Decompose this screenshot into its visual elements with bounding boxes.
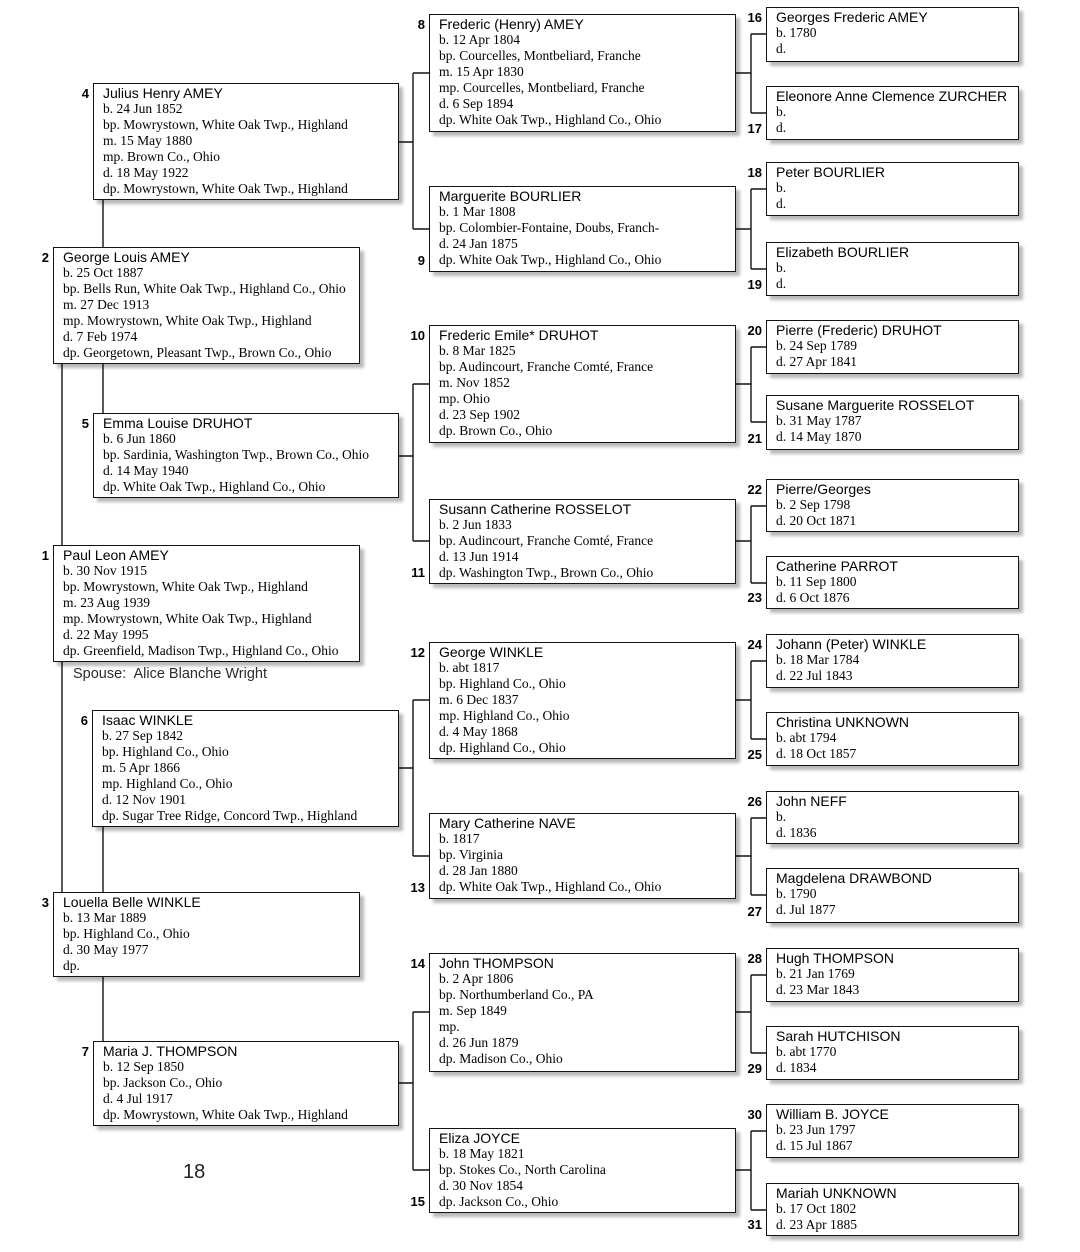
person-details bbox=[103, 431, 394, 495]
person-detail-line: bp. Jackson Co., Ohio bbox=[103, 1075, 223, 1090]
person-detail-line: b. 1817 bbox=[439, 831, 480, 846]
person-detail-line: d. 14 May 1940 bbox=[103, 463, 189, 478]
ahnentafel-number: 18 bbox=[747, 165, 762, 180]
person-detail-line: b. bbox=[776, 809, 787, 824]
person-detail-line: d. 15 Jul 1867 bbox=[776, 1138, 853, 1153]
person-detail-line: b. 11 Sep 1800 bbox=[776, 574, 857, 589]
person-detail-line: d. 26 Jun 1879 bbox=[439, 1035, 519, 1050]
person-detail-line: m. 15 Apr 1830 bbox=[439, 64, 524, 79]
person-details bbox=[439, 204, 731, 268]
person-detail-line: b. 1780 bbox=[776, 25, 817, 40]
person-detail-line: b. 2 Jun 1833 bbox=[439, 517, 512, 532]
person-detail-line: d. 23 Sep 1902 bbox=[439, 407, 520, 422]
person-details bbox=[776, 966, 1014, 998]
person-box-16 bbox=[747, 7, 1019, 62]
person-detail-line: d. 13 Jun 1914 bbox=[439, 549, 519, 564]
person-details bbox=[776, 180, 1014, 212]
person-detail-line: b. 18 Mar 1784 bbox=[776, 652, 860, 667]
person-name: Peter BOURLIER bbox=[776, 164, 885, 180]
person-detail-line: b. 2 Apr 1806 bbox=[439, 971, 514, 986]
ahnentafel-number: 19 bbox=[747, 277, 762, 292]
person-name: Susane Marguerite ROSSELOT bbox=[776, 397, 975, 413]
ahnentafel-number: 23 bbox=[747, 590, 762, 605]
person-detail-line: b. bbox=[776, 260, 787, 275]
person-name: Louella Belle WINKLE bbox=[63, 894, 201, 910]
person-box-27 bbox=[747, 868, 1019, 923]
person-detail-line: mp. Ohio bbox=[439, 391, 491, 406]
person-box-2 bbox=[41, 247, 360, 364]
person-name: Pierre/Georges bbox=[776, 481, 871, 497]
person-detail-line: mp. Highland Co., Ohio bbox=[439, 708, 570, 723]
person-detail-line: dp. White Oak Twp., Highland Co., Ohio bbox=[103, 479, 326, 494]
person-detail-line: b. 1 Mar 1808 bbox=[439, 204, 516, 219]
person-details bbox=[776, 25, 1014, 57]
ahnentafel-number: 6 bbox=[80, 713, 88, 728]
person-detail-line: bp. Bells Run, White Oak Twp., Highland Co., Ohio bbox=[63, 281, 346, 296]
person-details bbox=[776, 1201, 1014, 1233]
person-detail-line: b. 31 May 1787 bbox=[776, 413, 862, 428]
ahnentafel-number: 16 bbox=[747, 10, 762, 25]
person-details bbox=[63, 910, 355, 974]
spouse-note: Spouse: Alice Blanche Wright bbox=[73, 666, 267, 682]
ahnentafel-number: 10 bbox=[410, 328, 425, 343]
person-box-7 bbox=[81, 1041, 399, 1126]
person-details bbox=[776, 730, 1014, 762]
person-name: Emma Louise DRUHOT bbox=[103, 415, 253, 431]
person-detail-line: dp. White Oak Twp., Highland Co., Ohio bbox=[439, 879, 662, 894]
person-box-10 bbox=[410, 325, 736, 443]
person-box-3 bbox=[41, 892, 360, 977]
person-detail-line: b. 30 Nov 1915 bbox=[63, 563, 147, 578]
person-detail-line: mp. Highland Co., Ohio bbox=[102, 776, 233, 791]
person-detail-line: d. 30 Nov 1854 bbox=[439, 1178, 523, 1193]
person-box-8 bbox=[417, 14, 736, 132]
person-detail-line: dp. Highland Co., Ohio bbox=[439, 740, 566, 755]
person-box-12 bbox=[410, 642, 736, 759]
person-details bbox=[103, 101, 394, 197]
ahnentafel-number: 2 bbox=[41, 250, 49, 265]
person-details bbox=[439, 32, 731, 128]
person-detail-line: d. bbox=[776, 196, 787, 211]
ahnentafel-number: 12 bbox=[410, 645, 425, 660]
person-box-21 bbox=[747, 395, 1019, 450]
person-box-31 bbox=[747, 1183, 1019, 1236]
person-detail-line: bp. Mowrystown, White Oak Twp., Highland bbox=[63, 579, 308, 594]
person-detail-line: bp. Highland Co., Ohio bbox=[102, 744, 229, 759]
person-detail-line: dp. bbox=[63, 958, 80, 973]
person-name: Frederic Emile* DRUHOT bbox=[439, 327, 599, 343]
person-detail-line: dp. Greenfield, Madison Twp., Highland Co., Ohio bbox=[63, 643, 339, 658]
person-detail-line: d. 18 May 1922 bbox=[103, 165, 189, 180]
person-detail-line: d. bbox=[776, 41, 787, 56]
person-detail-line: b. abt 1794 bbox=[776, 730, 837, 745]
person-details bbox=[63, 265, 355, 361]
person-detail-line: dp. Jackson Co., Ohio bbox=[439, 1194, 559, 1209]
person-detail-line: d. 1836 bbox=[776, 825, 817, 840]
person-detail-line: b. bbox=[776, 180, 787, 195]
person-name: William B. JOYCE bbox=[776, 1106, 889, 1122]
person-details bbox=[102, 728, 394, 824]
person-detail-line: b. 6 Jun 1860 bbox=[103, 431, 176, 446]
gen3-gen4-connectors bbox=[736, 34, 766, 1210]
person-detail-line: d. 12 Nov 1901 bbox=[102, 792, 186, 807]
person-box-29 bbox=[747, 1026, 1019, 1080]
ahnentafel-number: 13 bbox=[410, 880, 425, 895]
person-box-17 bbox=[747, 86, 1019, 140]
person-details bbox=[776, 413, 1014, 445]
person-box-20 bbox=[747, 320, 1019, 374]
person-detail-line: mp. Mowrystown, White Oak Twp., Highland bbox=[63, 313, 312, 328]
person-detail-line: dp. Madison Co., Ohio bbox=[439, 1051, 563, 1066]
person-detail-line: b. 24 Jun 1852 bbox=[103, 101, 183, 116]
person-detail-line: d. 6 Sep 1894 bbox=[439, 96, 514, 111]
person-name: Paul Leon AMEY bbox=[63, 547, 169, 563]
person-details bbox=[439, 971, 731, 1067]
person-detail-line: mp. Mowrystown, White Oak Twp., Highland bbox=[63, 611, 312, 626]
person-box-22 bbox=[747, 479, 1019, 532]
person-detail-line: bp. Audincourt, Franche Comté, France bbox=[439, 533, 654, 548]
ahnentafel-number: 4 bbox=[81, 86, 89, 101]
gen2-gen3-connectors bbox=[399, 73, 429, 1170]
person-name: Pierre (Frederic) DRUHOT bbox=[776, 322, 942, 338]
person-detail-line: d. 23 Mar 1843 bbox=[776, 982, 860, 997]
person-detail-line: dp. Sugar Tree Ridge, Concord Twp., Highland bbox=[102, 808, 358, 823]
person-detail-line: dp. Mowrystown, White Oak Twp., Highland bbox=[103, 1107, 348, 1122]
person-box-1 bbox=[41, 545, 360, 662]
ahnentafel-number: 11 bbox=[411, 565, 425, 580]
person-detail-line: d. 28 Jan 1880 bbox=[439, 863, 518, 878]
person-details bbox=[776, 886, 1014, 918]
ahnentafel-number: 30 bbox=[747, 1107, 762, 1122]
person-detail-line: b. bbox=[776, 104, 787, 119]
person-detail-line: m. 6 Dec 1837 bbox=[439, 692, 519, 707]
person-detail-line: b. 8 Mar 1825 bbox=[439, 343, 516, 358]
person-detail-line: b. 27 Sep 1842 bbox=[102, 728, 183, 743]
person-detail-line: bp. Stokes Co., North Carolina bbox=[439, 1162, 606, 1177]
person-name: Christina UNKNOWN bbox=[776, 714, 910, 730]
person-detail-line: d. 4 May 1868 bbox=[439, 724, 518, 739]
person-detail-line: bp. Virginia bbox=[439, 847, 503, 862]
person-detail-line: bp. Colombier-Fontaine, Doubs, Franch- bbox=[439, 220, 660, 235]
person-detail-line: m. 23 Aug 1939 bbox=[63, 595, 151, 610]
person-detail-line: m. 27 Dec 1913 bbox=[63, 297, 150, 312]
person-details bbox=[439, 343, 731, 439]
ahnentafel-number: 14 bbox=[410, 956, 425, 971]
person-details bbox=[776, 260, 1014, 292]
person-name: George Louis AMEY bbox=[63, 249, 190, 265]
person-details bbox=[776, 652, 1014, 684]
person-detail-line: bp. Northumberland Co., PA bbox=[439, 987, 594, 1002]
ahnentafel-number: 15 bbox=[410, 1194, 425, 1209]
person-name: Johann (Peter) WINKLE bbox=[776, 636, 927, 652]
person-detail-line: bp. Sardinia, Washington Twp., Brown Co., Ohio bbox=[103, 447, 369, 462]
person-detail-line: mp. Courcelles, Montbeliard, Franche bbox=[439, 80, 645, 95]
ahnentafel-number: 7 bbox=[81, 1044, 89, 1059]
ahnentafel-number: 24 bbox=[747, 637, 762, 652]
person-detail-line: b. abt 1770 bbox=[776, 1044, 837, 1059]
person-details bbox=[776, 574, 1014, 606]
person-box-14 bbox=[410, 953, 736, 1072]
ahnentafel-number: 27 bbox=[747, 904, 762, 919]
person-box-23 bbox=[747, 556, 1019, 609]
person-detail-line: mp. bbox=[439, 1019, 460, 1034]
person-box-9 bbox=[417, 186, 736, 272]
person-detail-line: b. abt 1817 bbox=[439, 660, 500, 675]
person-detail-line: d. 30 May 1977 bbox=[63, 942, 149, 957]
person-detail-line: d. 22 May 1995 bbox=[63, 627, 149, 642]
person-name: Catherine PARROT bbox=[776, 558, 898, 574]
person-name: John THOMPSON bbox=[439, 955, 554, 971]
person-detail-line: d. bbox=[776, 120, 787, 135]
person-detail-line: d. 6 Oct 1876 bbox=[776, 590, 850, 605]
ahnentafel-number: 5 bbox=[81, 416, 89, 431]
person-detail-line: b. 13 Mar 1889 bbox=[63, 910, 147, 925]
person-detail-line: b. 25 Oct 1887 bbox=[63, 265, 144, 280]
ahnentafel-number: 9 bbox=[417, 253, 425, 268]
person-name: Susann Catherine ROSSELOT bbox=[439, 501, 632, 517]
person-name: Julius Henry AMEY bbox=[103, 85, 223, 101]
person-detail-line: d. 24 Jan 1875 bbox=[439, 236, 518, 251]
person-detail-line: dp. Mowrystown, White Oak Twp., Highland bbox=[103, 181, 348, 196]
person-detail-line: m. Nov 1852 bbox=[439, 375, 510, 390]
person-detail-line: b. 17 Oct 1802 bbox=[776, 1201, 857, 1216]
person-name: Sarah HUTCHISON bbox=[776, 1028, 901, 1044]
person-detail-line: dp. Washington Twp., Brown Co., Ohio bbox=[439, 565, 654, 580]
person-detail-line: d. bbox=[776, 276, 787, 291]
person-details bbox=[776, 809, 1014, 841]
ahnentafel-number: 20 bbox=[747, 323, 762, 338]
person-detail-line: bp. Highland Co., Ohio bbox=[63, 926, 190, 941]
person-details bbox=[776, 1122, 1014, 1154]
person-box-4 bbox=[81, 83, 399, 200]
person-box-6 bbox=[80, 710, 399, 827]
person-box-24 bbox=[747, 634, 1019, 688]
ahnentafel-number: 17 bbox=[747, 121, 762, 136]
person-box-30 bbox=[747, 1104, 1019, 1158]
person-detail-line: dp. Georgetown, Pleasant Twp., Brown Co., Ohio bbox=[63, 345, 332, 360]
person-box-18 bbox=[747, 162, 1019, 216]
person-box-28 bbox=[747, 948, 1019, 1002]
person-detail-line: b. 12 Sep 1850 bbox=[103, 1059, 184, 1074]
ahnentafel-number: 28 bbox=[747, 951, 762, 966]
person-detail-line: bp. Audincourt, Franche Comté, France bbox=[439, 359, 654, 374]
person-name: Isaac WINKLE bbox=[102, 712, 194, 728]
person-detail-line: d. 7 Feb 1974 bbox=[63, 329, 138, 344]
person-detail-line: m. 5 Apr 1866 bbox=[102, 760, 181, 775]
person-detail-line: d. 4 Jul 1917 bbox=[103, 1091, 173, 1106]
person-name: Elizabeth BOURLIER bbox=[776, 244, 910, 260]
person-detail-line: b. 21 Jan 1769 bbox=[776, 966, 855, 981]
person-detail-line: dp. White Oak Twp., Highland Co., Ohio bbox=[439, 252, 662, 267]
person-details bbox=[439, 1146, 731, 1210]
ahnentafel-number: 31 bbox=[747, 1217, 762, 1232]
person-detail-line: d. 14 May 1870 bbox=[776, 429, 862, 444]
person-detail-line: d. 20 Oct 1871 bbox=[776, 513, 857, 528]
person-name: John NEFF bbox=[776, 793, 847, 809]
person-detail-line: b. 2 Sep 1798 bbox=[776, 497, 851, 512]
person-detail-line: bp. Highland Co., Ohio bbox=[439, 676, 566, 691]
person-details bbox=[776, 338, 1014, 370]
person-box-26 bbox=[747, 791, 1019, 844]
ahnentafel-number: 29 bbox=[747, 1061, 762, 1076]
person-details bbox=[63, 563, 355, 659]
person-detail-line: d. 18 Oct 1857 bbox=[776, 746, 857, 761]
person-box-25 bbox=[747, 712, 1019, 766]
person-name: Hugh THOMPSON bbox=[776, 950, 894, 966]
person-name: George WINKLE bbox=[439, 644, 544, 660]
person-detail-line: b. 12 Apr 1804 bbox=[439, 32, 520, 47]
person-detail-line: bp. Courcelles, Montbeliard, Franche bbox=[439, 48, 641, 63]
person-name: Maria J. THOMPSON bbox=[103, 1043, 238, 1059]
person-detail-line: dp. Brown Co., Ohio bbox=[439, 423, 553, 438]
person-box-19 bbox=[747, 242, 1019, 296]
person-detail-line: b. 1790 bbox=[776, 886, 817, 901]
person-box-15 bbox=[410, 1128, 736, 1213]
person-box-11 bbox=[411, 499, 736, 584]
person-name: Magdelena DRAWBOND bbox=[776, 870, 932, 886]
person-detail-line: b. 23 Jun 1797 bbox=[776, 1122, 856, 1137]
ahnentafel-number: 3 bbox=[41, 895, 49, 910]
person-name: Georges Frederic AMEY bbox=[776, 9, 928, 25]
person-name: Eliza JOYCE bbox=[439, 1130, 520, 1146]
person-box-13 bbox=[410, 813, 736, 899]
person-detail-line: d. 23 Apr 1885 bbox=[776, 1217, 857, 1232]
ahnentafel-number: 1 bbox=[41, 548, 49, 563]
person-detail-line: d. 22 Jul 1843 bbox=[776, 668, 853, 683]
person-details bbox=[103, 1059, 394, 1123]
person-details bbox=[776, 497, 1014, 529]
person-name: Marguerite BOURLIER bbox=[439, 188, 582, 204]
person-box-5 bbox=[81, 413, 399, 498]
person-detail-line: d. 1834 bbox=[776, 1060, 817, 1075]
person-details bbox=[439, 831, 731, 895]
person-detail-line: b. 18 May 1821 bbox=[439, 1146, 525, 1161]
person-name: Frederic (Henry) AMEY bbox=[439, 16, 584, 32]
person-details bbox=[439, 517, 731, 581]
ahnentafel-number: 22 bbox=[747, 482, 762, 497]
person-details bbox=[776, 104, 1014, 136]
ahnentafel-number: 25 bbox=[747, 747, 762, 762]
person-detail-line: dp. White Oak Twp., Highland Co., Ohio bbox=[439, 112, 662, 127]
person-detail-line: m. 15 May 1880 bbox=[103, 133, 193, 148]
person-details bbox=[776, 1044, 1014, 1076]
person-detail-line: d. 27 Apr 1841 bbox=[776, 354, 857, 369]
person-detail-line: d. Jul 1877 bbox=[776, 902, 836, 917]
person-detail-line: b. 24 Sep 1789 bbox=[776, 338, 857, 353]
ahnentafel-number: 8 bbox=[417, 17, 425, 32]
person-detail-line: mp. Brown Co., Ohio bbox=[103, 149, 221, 164]
ahnentafel-number: 26 bbox=[747, 794, 762, 809]
ahnentafel-number: 21 bbox=[747, 431, 762, 446]
person-detail-line: bp. Mowrystown, White Oak Twp., Highland bbox=[103, 117, 348, 132]
person-name: Eleonore Anne Clemence ZURCHER bbox=[776, 88, 1008, 104]
person-name: Mary Catherine NAVE bbox=[439, 815, 576, 831]
person-details bbox=[439, 660, 731, 756]
page-number: 18 bbox=[183, 1161, 206, 1183]
person-detail-line: m. Sep 1849 bbox=[439, 1003, 507, 1018]
person-name: Mariah UNKNOWN bbox=[776, 1185, 897, 1201]
